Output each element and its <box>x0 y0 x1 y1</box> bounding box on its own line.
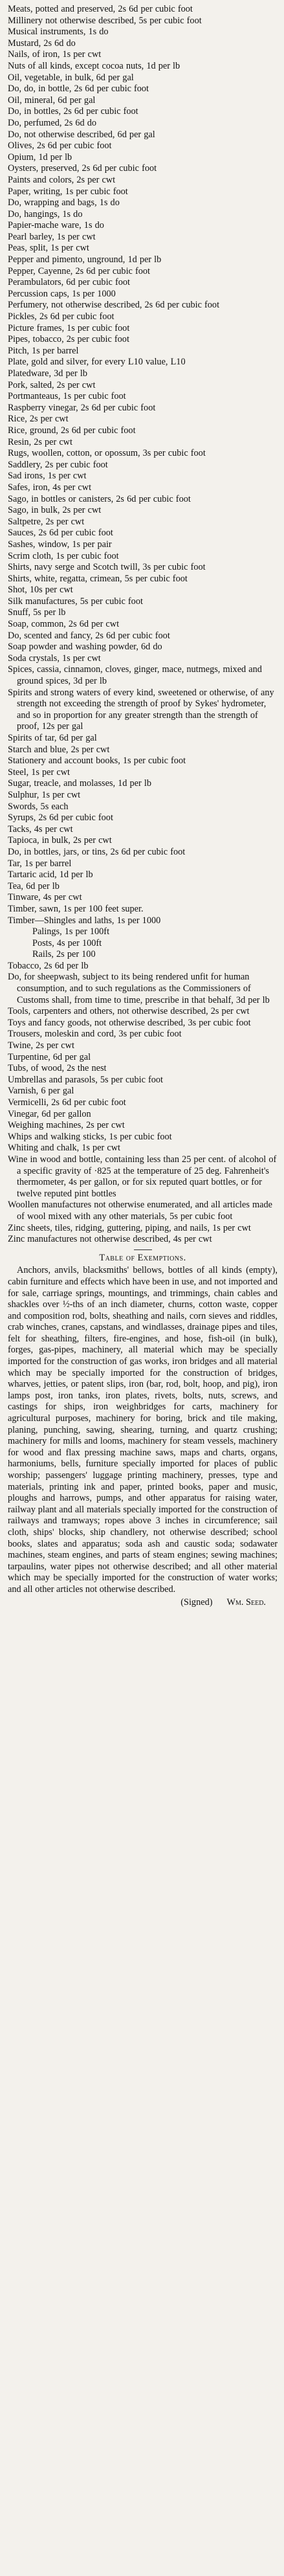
tariff-entry: Perfumery, not otherwise described, 2s 6d per cubic foot <box>8 300 220 311</box>
tariff-entry: Pipes, tobacco, 2s per cubic foot <box>8 334 129 345</box>
tariff-entry: Toys and fancy goods, not otherwise described, 3s per cubic foot <box>8 1017 251 1028</box>
tariff-entry: Silk manufactures, 5s per cubic foot <box>8 596 143 607</box>
signed-label: (Signed) <box>180 1596 213 1607</box>
tariff-entry: Opium, 1d per lb <box>8 151 72 162</box>
tariff-entry: Mustard, 2s 6d do <box>8 38 76 49</box>
tariff-list <box>8 4 278 1246</box>
tariff-entry: Tinware, 4s per cwt <box>8 892 82 903</box>
tariff-entry: Spices, cassia, cinnamon, cloves, ginger, mace, nutmegs, mixed and ground spices, 3d per lb <box>8 664 262 687</box>
section-divider <box>134 1249 152 1250</box>
tariff-entry: Olives, 2s 6d per cubic foot <box>8 140 112 151</box>
tariff-entry: Varnish, 6 per gal <box>8 1086 74 1097</box>
tariff-entry: Pearl barley, 1s per cwt <box>8 231 96 242</box>
tariff-entry: Syrups, 2s 6d per cubic foot <box>8 812 113 823</box>
tariff-entry: Whips and walking sticks, 1s per cubic foot <box>8 1131 172 1142</box>
tariff-entry: Umbrellas and parasols, 5s per cubic foot <box>8 1074 164 1085</box>
tariff-entry: Steel, 1s per cwt <box>8 767 70 778</box>
tariff-entry: Do, in bottles, 2s 6d per cubic foot <box>8 106 138 117</box>
tariff-entry: Platedware, 3d per lb <box>8 368 87 379</box>
tariff-entry: Safes, iron, 4s per cwt <box>8 482 92 493</box>
tariff-entry: Do, do, in bottle, 2s 6d per cubic foot <box>8 84 149 95</box>
tariff-entry: Sugar, treacle, and molasses, 1d per lb <box>8 778 151 789</box>
tariff-entry: Tapioca, in bulk, 2s per cwt <box>8 835 112 846</box>
tariff-entry: Spirits of tar, 6d per gal <box>8 733 97 743</box>
signer-name: Wm. Seed. <box>226 1596 266 1607</box>
tariff-entry: Soap, common, 2s 6d per cwt <box>8 619 120 630</box>
tariff-entry: Rugs, woollen, cotton, or opossum, 3s per cubic foot <box>8 448 206 459</box>
tariff-entry: Oysters, preserved, 2s 6d per cubic foot <box>8 163 157 174</box>
tariff-entry: Woollen manufactures not otherwise enumerated, and all articles made of wool mixed with any other materials, 5s per cubic foot <box>8 1200 272 1222</box>
tariff-entry: Turpentine, 6d per gal <box>8 1051 91 1062</box>
tariff-entry: Tacks, 4s per cwt <box>8 823 73 834</box>
tariff-entry: Oil, vegetable, in bulk, 6d per gal <box>8 72 134 83</box>
tariff-entry: Papier-mache ware, 1s do <box>8 220 104 231</box>
tariff-entry: Scrim cloth, 1s per cubic foot <box>8 550 119 561</box>
tariff-entry: Vermicelli, 2s 6d per cubic foot <box>8 1097 126 1108</box>
tariff-entry: Tobacco, 2s 6d per lb <box>8 960 89 971</box>
tariff-entry: Saltpetre, 2s per cwt <box>8 516 85 527</box>
tariff-entry: Pepper and pimento, unground, 1d per lb <box>8 254 162 265</box>
tariff-entry: Do, wrapping and bags, 1s do <box>8 197 120 208</box>
signature-line <box>8 1597 278 1609</box>
tariff-entry: Zinc sheets, tiles, ridging, guttering, piping, and nails, 1s per cwt <box>8 1222 251 1233</box>
tariff-entry: Do, scented and fancy, 2s 6d per cubic foot <box>8 630 170 641</box>
tariff-entry: Tools, carpenters and others, not otherwise described, 2s per cwt <box>8 1006 250 1017</box>
tariff-entry: Soap powder and washing powder, 6d do <box>8 642 162 653</box>
tariff-entry: Nuts of all kinds, except cocoa nuts, 1d per lb <box>8 60 180 71</box>
tariff-entry: Sauces, 2s 6d per cubic foot <box>8 528 113 539</box>
tariff-entry: Percussion caps, 1s per 1000 <box>8 288 116 299</box>
tariff-entry: Resin, 2s per cwt <box>8 436 72 447</box>
tariff-entry: Nails, of iron, 1s per cwt <box>8 49 102 60</box>
tariff-entry: Shirts, white, regatta, crimean, 5s per cubic foot <box>8 573 188 584</box>
tariff-entry: Pickles, 2s 6d per cubic foot <box>8 311 115 322</box>
exemptions-section <box>8 1249 278 1608</box>
tariff-entry: Timber, sawn, 1s per 100 feet super. <box>8 903 144 914</box>
tariff-entry: Whiting and chalk, 1s per cwt <box>8 1143 121 1154</box>
tariff-entry: Musical instruments, 1s do <box>8 27 109 38</box>
tariff-entry: Rice, 2s per cwt <box>8 414 69 425</box>
tariff-entry: Paper, writing, 1s per cubic foot <box>8 186 128 197</box>
tariff-entry: Sashes, window, 1s per pair <box>8 539 112 550</box>
tariff-entry: Stationery and account books, 1s per cubic foot <box>8 756 186 767</box>
tariff-entry: Paints and colors, 2s per cwt <box>8 174 116 185</box>
tariff-entry: Trousers, moleskin and cord, 3s per cubic foot <box>8 1029 182 1040</box>
tariff-entry: Zinc manufactures not otherwise described, 4s per cwt <box>8 1234 212 1245</box>
tariff-entry: Tubs, of wood, 2s the nest <box>8 1063 107 1074</box>
tariff-entry: Raspberry vinegar, 2s 6d per cubic foot <box>8 402 156 413</box>
tariff-entry: Plate, gold and silver, for every L10 value, L10 <box>8 357 186 368</box>
tariff-entry: Tea, 6d per lb <box>8 880 60 891</box>
tariff-entry: Rice, ground, 2s 6d per cubic foot <box>8 425 136 436</box>
tariff-entry: Perambulators, 6d per cubic foot <box>8 277 130 288</box>
tariff-entry: Weighing machines, 2s per cwt <box>8 1120 125 1131</box>
tariff-entry: Picture frames, 1s per cubic foot <box>8 322 130 333</box>
tariff-entry: Pork, salted, 2s per cwt <box>8 379 96 390</box>
tariff-entry: Posts, 4s per 100ft <box>32 937 102 948</box>
tariff-entry: Wine in wood and bottle, containing less than 25 per cent. of alcohol of a specific gravity of ·825 at the temperature of 25 deg. Fahrenheit's thermometer, 4s per gallon, or for six reputed quart bottles, or for twelve reputed pint bottles <box>8 1154 277 1199</box>
tariff-entry: Snuff, 5s per lb <box>8 607 66 618</box>
tariff-entry: Oil, mineral, 6d per gal <box>8 95 96 106</box>
tariff-entry: Starch and blue, 2s per cwt <box>8 744 110 755</box>
tariff-entry: Shirts, navy serge and Scotch twill, 3s per cubic foot <box>8 562 206 573</box>
tariff-entry: Swords, 5s each <box>8 801 69 812</box>
tariff-entry: Palings, 1s per 100ft <box>32 926 110 937</box>
tariff-entry: Pitch, 1s per barrel <box>8 345 79 356</box>
tariff-entry: Pepper, Cayenne, 2s 6d per cubic foot <box>8 265 150 276</box>
tariff-entry: Timber—Shingles and laths, 1s per 1000 <box>8 915 161 926</box>
tariff-entry: Sago, in bottles or canisters, 2s 6d per cubic foot <box>8 493 191 504</box>
tariff-entry: Tar, 1s per barrel <box>8 858 72 869</box>
tariff-entry: Twine, 2s per cwt <box>8 1040 74 1051</box>
tariff-entry: Sago, in bulk, 2s per cwt <box>8 505 102 516</box>
tariff-entry: Do, for sheepwash, subject to its being rendered unfit for human consumption, and to such regulations as the Commissioners of Customs shall, from time to time, prescribe in that behalf, 3d per lb <box>8 972 270 1005</box>
tariff-entry: Vinegar, 6d per gallon <box>8 1108 91 1119</box>
tariff-entry: Meats, potted and preserved, 2s 6d per cubic foot <box>8 4 193 14</box>
tariff-entry: Do, in bottles, jars, or tins, 2s 6d per cubic foot <box>8 846 186 857</box>
tariff-entry: Do, not otherwise described, 6d per gal <box>8 129 155 140</box>
tariff-entry: Millinery not otherwise described, 5s per cubic foot <box>8 15 202 26</box>
tariff-entry: Peas, split, 1s per cwt <box>8 243 89 254</box>
tariff-entry: Do, hangings, 1s do <box>8 208 83 219</box>
tariff-entry: Spirits and strong waters of every kind, sweetened or otherwise, of any strength not exceeding the strength of proof by Sykes' hydrometer, and so in proportion for any greater strength than the strength of proof, 12s per gal <box>8 687 274 732</box>
exemptions-text: Anchors, anvils, blacksmiths' bellows, bottles of all kinds (empty), cabin furniture and effects which have been in use, and not imported and for sale, carriage springs, mountings, and trimmings, chain cables and shackles over ½-ths of an inch diameter, churns, cotton waste, copper and composition rod, bolts, sheathing and nails, corn sieves and riddles, crab winches, cranes, capstans, and windlasses, drainage pipes and tiles, felt for sheathing, filters, fire-engines, and hose, fish-oil (in bulk), forges, gas-pipes, machinery, all material which may be specially imported for the construction of gas works, iron bridges and all material which may be specially imported for the construction of bridges, wharves, jetties, or patent slips, iron (bar, rod, bolt, hoop, and pig), iron lamps post, iron tanks, iron plates, rivets, bolts, nuts, screws, and castings for ships, iron weighbridges for carts, machinery for agricultural purposes, machinery for boring, brick and tile making, planing, punching, sawing, shearing, turning, and quartz crushing; machinery for mills and looms, machinery for steam vessels, machinery for wood and flax pressing machine saws, maps and charts, organs, harmoniums, bells, furniture specially imported for places of public worship; passengers' luggage printing machinery, presses, type and materials, printing ink and paper, printed books, paper and music, ploughs and harrows, pumps, and other apparatus for raising water, railway plant and all materials specially imported for the construction of railways and tramways; ropes above 3 inches in circumference; sail cloth, ships' blocks, ship chandlery, not otherwise described; school books, slates and apparatus; soda ash and caustic soda; sodawater machines, steam engines, and parts of steam engines; sewing machines; tarpaulins, water pipes not otherwise described; and all other material which may be specially imported for the construction of water works; and all other articles not otherwise described. <box>8 1265 278 1595</box>
tariff-entry: Do, perfumed, 2s 6d do <box>8 117 97 128</box>
tariff-entry: Tartaric acid, 1d per lb <box>8 869 93 880</box>
tariff-entry: Sulphur, 1s per cwt <box>8 789 81 800</box>
tariff-entry: Soda crystals, 1s per cwt <box>8 653 101 664</box>
exemptions-title: Table of Exemptions. <box>99 1252 186 1263</box>
tariff-entry: Shot, 10s per cwt <box>8 585 73 596</box>
tariff-entry: Rails, 2s per 100 <box>32 949 96 960</box>
tariff-entry: Sad irons, 1s per cwt <box>8 471 87 482</box>
tariff-entry: Portmanteaus, 1s per cubic foot <box>8 391 126 402</box>
tariff-entry: Saddlery, 2s per cubic foot <box>8 459 108 470</box>
